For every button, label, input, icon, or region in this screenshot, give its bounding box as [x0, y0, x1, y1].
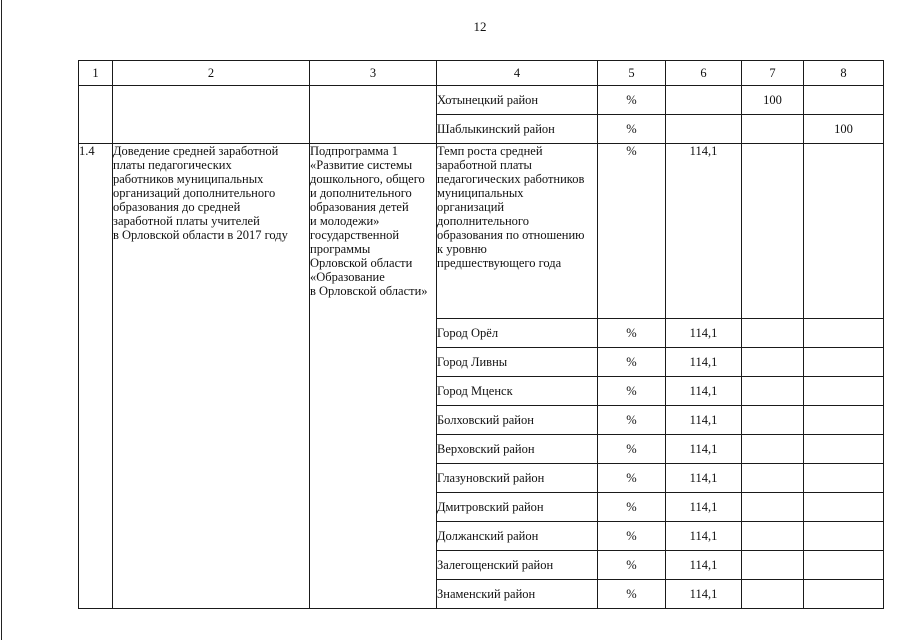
unit-cell: %	[598, 580, 666, 609]
value-cell-8	[804, 464, 884, 493]
column-header-2: 2	[113, 61, 310, 86]
task-description: Доведение средней заработной платы педагогических работников муниципальных организаций дополнительного образования до средней заработной платы учителей в Орловской области в 2017 году	[113, 144, 310, 609]
unit-cell: %	[598, 522, 666, 551]
page-number: 12	[473, 19, 487, 34]
value-cell-8	[804, 144, 884, 319]
district-name: Хотынецкий район	[437, 86, 598, 115]
indicator-description: Темп роста средней заработной платы педагогических работников муниципальных организаций дополнительного образования по отношению к уровню предшествующего года	[437, 144, 598, 319]
district-name: Болховский район	[437, 406, 598, 435]
item-number: 1.4	[79, 144, 113, 609]
value-cell-8	[804, 522, 884, 551]
district-name: Глазуновский район	[437, 464, 598, 493]
value-cell-8	[804, 319, 884, 348]
value-cell-7	[742, 377, 804, 406]
empty-cell	[113, 86, 310, 144]
value-cell-7	[742, 435, 804, 464]
value-cell-7	[742, 406, 804, 435]
district-name: Дмитровский район	[437, 493, 598, 522]
unit-cell: %	[598, 493, 666, 522]
value-cell-6: 114,1	[666, 144, 742, 319]
district-name: Знаменский район	[437, 580, 598, 609]
program-description: Подпрограмма 1 «Развитие системы дошкольного, общего и дополнительного образования детей и молодежи» государственной программы Орловской области «Образование в Орловской области»	[310, 144, 437, 609]
column-header-4: 4	[437, 61, 598, 86]
district-name: Шаблыкинский район	[437, 115, 598, 144]
unit-cell: %	[598, 144, 666, 319]
value-cell-7	[742, 522, 804, 551]
table-row	[79, 86, 884, 115]
value-cell-7: 100	[742, 86, 804, 115]
value-cell-6	[666, 86, 742, 115]
unit-cell: %	[598, 377, 666, 406]
column-number-row	[79, 61, 884, 86]
value-cell-7	[742, 115, 804, 144]
value-cell-6: 114,1	[666, 319, 742, 348]
value-cell-7	[742, 348, 804, 377]
value-cell-8	[804, 406, 884, 435]
district-name: Верховский район	[437, 435, 598, 464]
value-cell-7	[742, 493, 804, 522]
district-name: Должанский район	[437, 522, 598, 551]
table-row	[79, 144, 884, 319]
value-cell-6: 114,1	[666, 464, 742, 493]
value-cell-6: 114,1	[666, 348, 742, 377]
column-header-8: 8	[804, 61, 884, 86]
unit-cell: %	[598, 464, 666, 493]
value-cell-8: 100	[804, 115, 884, 144]
value-cell-6: 114,1	[666, 435, 742, 464]
district-name: Город Ливны	[437, 348, 598, 377]
empty-cell	[79, 86, 113, 144]
value-cell-8	[804, 377, 884, 406]
value-cell-6: 114,1	[666, 493, 742, 522]
indicator-table	[78, 60, 884, 609]
value-cell-6: 114,1	[666, 406, 742, 435]
value-cell-8	[804, 86, 884, 115]
unit-cell: %	[598, 435, 666, 464]
column-header-5: 5	[598, 61, 666, 86]
district-name: Залегощенский район	[437, 551, 598, 580]
column-header-7: 7	[742, 61, 804, 86]
district-name: Город Орёл	[437, 319, 598, 348]
unit-cell: %	[598, 406, 666, 435]
value-cell-7	[742, 144, 804, 319]
unit-cell: %	[598, 319, 666, 348]
district-name: Город Мценск	[437, 377, 598, 406]
page-edge-line	[1, 0, 2, 640]
value-cell-7	[742, 551, 804, 580]
value-cell-6: 114,1	[666, 551, 742, 580]
value-cell-7	[742, 464, 804, 493]
value-cell-8	[804, 435, 884, 464]
value-cell-8	[804, 348, 884, 377]
value-cell-7	[742, 319, 804, 348]
column-header-6: 6	[666, 61, 742, 86]
value-cell-6: 114,1	[666, 522, 742, 551]
column-header-3: 3	[310, 61, 437, 86]
unit-cell: %	[598, 551, 666, 580]
value-cell-7	[742, 580, 804, 609]
empty-cell	[310, 86, 437, 144]
unit-cell: %	[598, 348, 666, 377]
value-cell-6: 114,1	[666, 580, 742, 609]
value-cell-6: 114,1	[666, 377, 742, 406]
column-header-1: 1	[79, 61, 113, 86]
unit-cell: %	[598, 86, 666, 115]
value-cell-8	[804, 551, 884, 580]
value-cell-8	[804, 580, 884, 609]
value-cell-8	[804, 493, 884, 522]
unit-cell: %	[598, 115, 666, 144]
value-cell-6	[666, 115, 742, 144]
